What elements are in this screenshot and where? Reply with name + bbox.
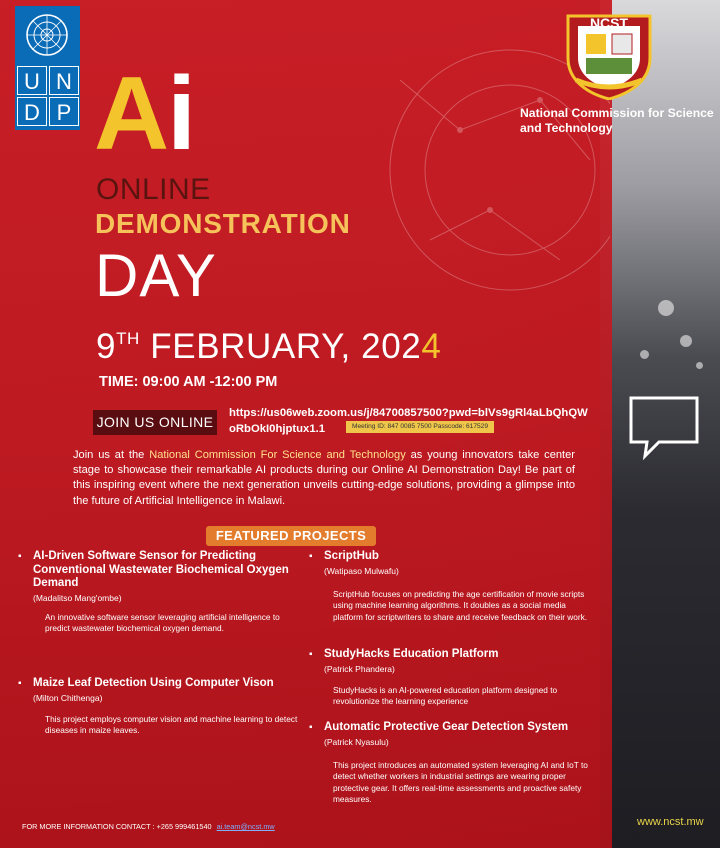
event-date xyxy=(96,318,441,368)
project-author: (Madalitso Mang'ombe) xyxy=(33,592,122,603)
bullet-icon: ▪ xyxy=(18,678,22,689)
project-author: (Patrick Nyasulu) xyxy=(324,736,389,747)
undp-letter: U xyxy=(17,66,47,95)
contact-email-link[interactable]: ai.team@ncst.mw xyxy=(216,822,275,831)
project-item xyxy=(309,550,599,623)
intro-org-name: National Commission For Science and Technology xyxy=(149,449,406,461)
bullet-icon: ▪ xyxy=(18,551,22,562)
title-ai-a: A xyxy=(94,56,168,172)
contact-text: FOR MORE INFORMATION CONTACT : +265 999461540 xyxy=(22,822,212,831)
project-title: StudyHacks Education Platform xyxy=(324,648,499,660)
footer-contact xyxy=(22,822,275,831)
undp-letter: D xyxy=(17,97,47,126)
intro-text-before: Join us at the xyxy=(73,449,150,461)
featured-projects-heading: FEATURED PROJECTS xyxy=(206,526,376,546)
speech-bubble-icon xyxy=(625,390,705,470)
project-item xyxy=(309,648,599,708)
project-author: (Patrick Phandera) xyxy=(324,663,395,674)
undp-letter: N xyxy=(49,66,79,95)
ncst-name: National Commission for Science and Technology xyxy=(520,106,714,135)
project-item xyxy=(18,550,298,635)
ncst-crest-text: NCST xyxy=(589,15,629,31)
meeting-info-badge: Meeting ID: 847 0085 7500 Passcode: 617529 xyxy=(346,421,494,433)
bullet-icon: ▪ xyxy=(309,722,313,733)
project-description: StudyHacks is an AI-powered education platform designed to revolutionize the learning experience xyxy=(333,684,558,707)
project-title: Maize Leaf Detection Using Computer Vison xyxy=(33,677,274,689)
undp-letter: P xyxy=(49,97,79,126)
title-day: DAY xyxy=(95,242,217,309)
project-title: ScriptHub xyxy=(324,550,379,562)
date-last-digit: 4 xyxy=(421,327,442,366)
date-main: FEBRUARY, 202 xyxy=(139,327,422,366)
project-description: An innovative software sensor leveraging artificial intelligence to predict wastewater biochemical oxygen demand. xyxy=(45,611,280,634)
join-online-button[interactable]: JOIN US ONLINE xyxy=(93,410,217,435)
event-time: TIME: 09:00 AM -12:00 PM xyxy=(99,374,278,390)
title-ai xyxy=(94,56,195,172)
project-description: ScriptHub focuses on predicting the age certification of movie scripts using machine learning algorithms. It doubles as a social media platform for scriptwriters to share and receive feedback on their work. xyxy=(333,588,588,622)
title-ai-i: i xyxy=(167,56,195,172)
undp-wordmark xyxy=(17,66,79,126)
project-description: This project introduces an automated system leveraging AI and IoT to detect whether workers in industrial settings are wearing proper protective gear. It offers real-time assessments and proactive safety measures. xyxy=(333,759,588,805)
project-author: (Milton Chithenga) xyxy=(33,692,103,703)
title-demonstration: DEMONSTRATION xyxy=(95,208,351,239)
date-suffix: TH xyxy=(116,329,140,348)
website-link[interactable]: www.ncst.mw xyxy=(637,816,704,828)
title-online: ONLINE xyxy=(96,173,211,206)
project-item xyxy=(309,721,599,806)
date-day: 9 xyxy=(96,327,117,366)
ncst-crest-logo xyxy=(562,4,656,100)
un-emblem-icon xyxy=(22,10,72,60)
zoom-link[interactable]: https://us06web.zoom.us/j/84700857500?pwd=blVs9gRl4aLbQhQWoRbOkI0hjptux1.1 xyxy=(229,407,588,435)
project-title: AI-Driven Software Sensor for Predicting Conventional Wastewater Biochemical Oxygen Demand xyxy=(33,550,289,589)
project-item xyxy=(18,677,298,737)
project-title: Automatic Protective Gear Detection System xyxy=(324,721,569,733)
bullet-icon: ▪ xyxy=(309,649,313,660)
project-description: This project employs computer vision and machine learning to detect diseases in maize leaves. xyxy=(45,713,298,736)
bullet-icon: ▪ xyxy=(309,551,313,562)
intro-paragraph xyxy=(73,448,575,509)
project-author: (Watipaso Mulwafu) xyxy=(324,565,399,576)
intro-text-after: as young innovators take center stage to showcase their remarkable AI products during our Online AI Demonstration Day! Be part of this inspiring event where the next generation unveils cutting-edge solutions, providing a glimpse into the future of Artificial Intelligence in Malawi. xyxy=(73,449,575,507)
